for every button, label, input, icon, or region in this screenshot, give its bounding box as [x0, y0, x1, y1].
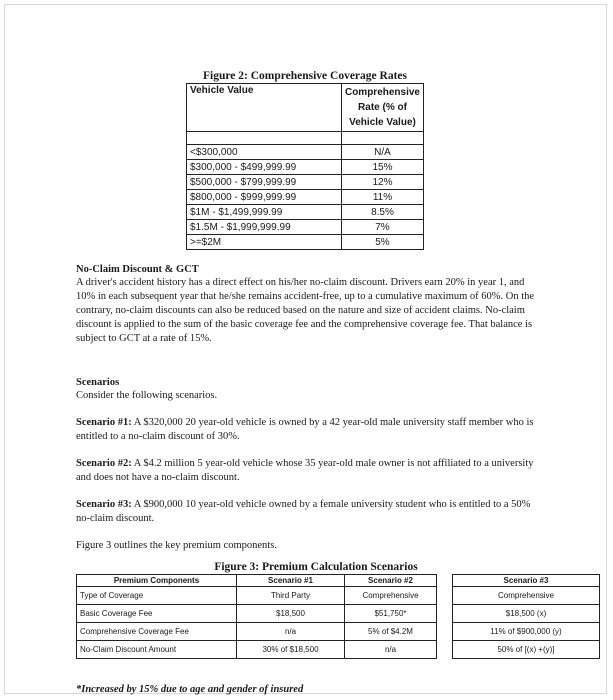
table-row — [77, 587, 600, 605]
premium-header-components: Premium Components — [77, 575, 237, 587]
rate-value: 12% — [341, 175, 423, 190]
table-row — [187, 175, 424, 190]
rate-value: 5% — [341, 235, 423, 250]
column-gap — [437, 641, 453, 659]
scenario-3-label: Scenario #3: — [76, 499, 132, 510]
component-label: Basic Coverage Fee — [77, 605, 237, 623]
scenario-1-cell: $18,500 — [237, 605, 345, 623]
premium-header-scenario-1: Scenario #1 — [237, 575, 345, 587]
scenario-2-paragraph — [76, 457, 542, 485]
vehicle-value: $300,000 - $499,999.99 — [187, 160, 342, 175]
coverage-rates-table — [186, 83, 424, 250]
table-row — [187, 220, 424, 235]
column-gap — [437, 575, 453, 587]
rate-value: 7% — [341, 220, 423, 235]
table-row — [187, 145, 424, 160]
scenario-1-paragraph — [76, 416, 542, 444]
scenario-3-cell: 50% of [(x) +(y)] — [453, 641, 600, 659]
scenario-2-cell: Comprehensive — [345, 587, 437, 605]
rate-value: 15% — [341, 160, 423, 175]
scenario-1-cell: Third Party — [237, 587, 345, 605]
component-label: No-Claim Discount Amount — [77, 641, 237, 659]
no-claim-paragraph: A driver's accident history has a direct effect on his/her no-claim discount. Drivers earn 20% in year 1, and 10% in each subsequent year that he/she remains accident-free, up to a cumulative maximum of 60%. On the contrary, no-claim discounts can also be reduced based on the nature and size of accident claims. No-claim discount is applied to the sum of the basic coverage fee and the comprehensive coverage fee. That balance is subject to GCT at a rate of 15%. — [76, 277, 535, 344]
table-row — [187, 235, 424, 250]
rate-value: 8.5% — [341, 205, 423, 220]
scenario-3-cell: $18,500 (x) — [453, 605, 600, 623]
scenario-1-cell: n/a — [237, 623, 345, 641]
no-claim-heading: No-Claim Discount & GCT — [76, 264, 199, 275]
figure3-intro: Figure 3 outlines the key premium components. — [76, 540, 277, 551]
rate-value: N/A — [341, 145, 423, 160]
scenario-2-cell: 5% of $4.2M — [345, 623, 437, 641]
vehicle-value: $800,000 - $999,999.99 — [187, 190, 342, 205]
scenario-3-cell: Comprehensive — [453, 587, 600, 605]
scenario-1-cell: 30% of $18,500 — [237, 641, 345, 659]
vehicle-value: $500,000 - $799,999.99 — [187, 175, 342, 190]
figure3-title: Figure 3: Premium Calculation Scenarios — [214, 561, 418, 573]
scenario-2-text: A $4.2 million 5 year-old vehicle whose 35 year-old male owner is not affiliated to a university and does not have a no-claim discount. — [76, 458, 534, 483]
scenario-1-label: Scenario #1: — [76, 417, 132, 428]
scenarios-intro: Consider the following scenarios. — [76, 390, 218, 401]
scenario-3-cell: 11% of $900,000 (y) — [453, 623, 600, 641]
scenarios-heading: Scenarios — [76, 377, 120, 388]
scenario-3-paragraph — [76, 498, 542, 526]
premium-header-scenario-3: Scenario #3 — [453, 575, 600, 587]
scenario-2-cell: n/a — [345, 641, 437, 659]
table-row — [77, 623, 600, 641]
vehicle-value: <$300,000 — [187, 145, 342, 160]
rates-header-vehicle-value: Vehicle Value — [187, 84, 342, 132]
table-row — [187, 160, 424, 175]
scenario-1-text: A $320,000 20 year-old vehicle is owned by a 42 year-old male university staff member who is entitled to a no-claim discount of 30%. — [76, 417, 534, 442]
column-gap — [437, 623, 453, 641]
column-gap — [437, 587, 453, 605]
vehicle-value: $1.5M - $1,999,999.99 — [187, 220, 342, 235]
vehicle-value: $1M - $1,499,999.99 — [187, 205, 342, 220]
table-row — [77, 605, 600, 623]
component-label: Type of Coverage — [77, 587, 237, 605]
table-row — [187, 190, 424, 205]
scenario-2-cell: $51,750* — [345, 605, 437, 623]
component-label: Comprehensive Coverage Fee — [77, 623, 237, 641]
scenario-2-label: Scenario #2: — [76, 458, 132, 469]
premium-header-scenario-2: Scenario #2 — [345, 575, 437, 587]
rates-header-comprehensive-rate: Comprehensive Rate (% of Vehicle Value) — [341, 84, 423, 132]
figure2-title: Figure 2: Comprehensive Coverage Rates — [203, 70, 407, 82]
premium-calculation-table — [76, 574, 600, 659]
column-gap — [437, 605, 453, 623]
vehicle-value: >=$2M — [187, 235, 342, 250]
table-row — [187, 205, 424, 220]
table-row — [77, 641, 600, 659]
footnote: *Increased by 15% due to age and gender of insured — [76, 684, 304, 695]
scenario-3-text: A $900,000 10 year-old vehicle owned by a female university student who is entitled to a 50% no-claim discount. — [76, 499, 531, 524]
rate-value: 11% — [341, 190, 423, 205]
